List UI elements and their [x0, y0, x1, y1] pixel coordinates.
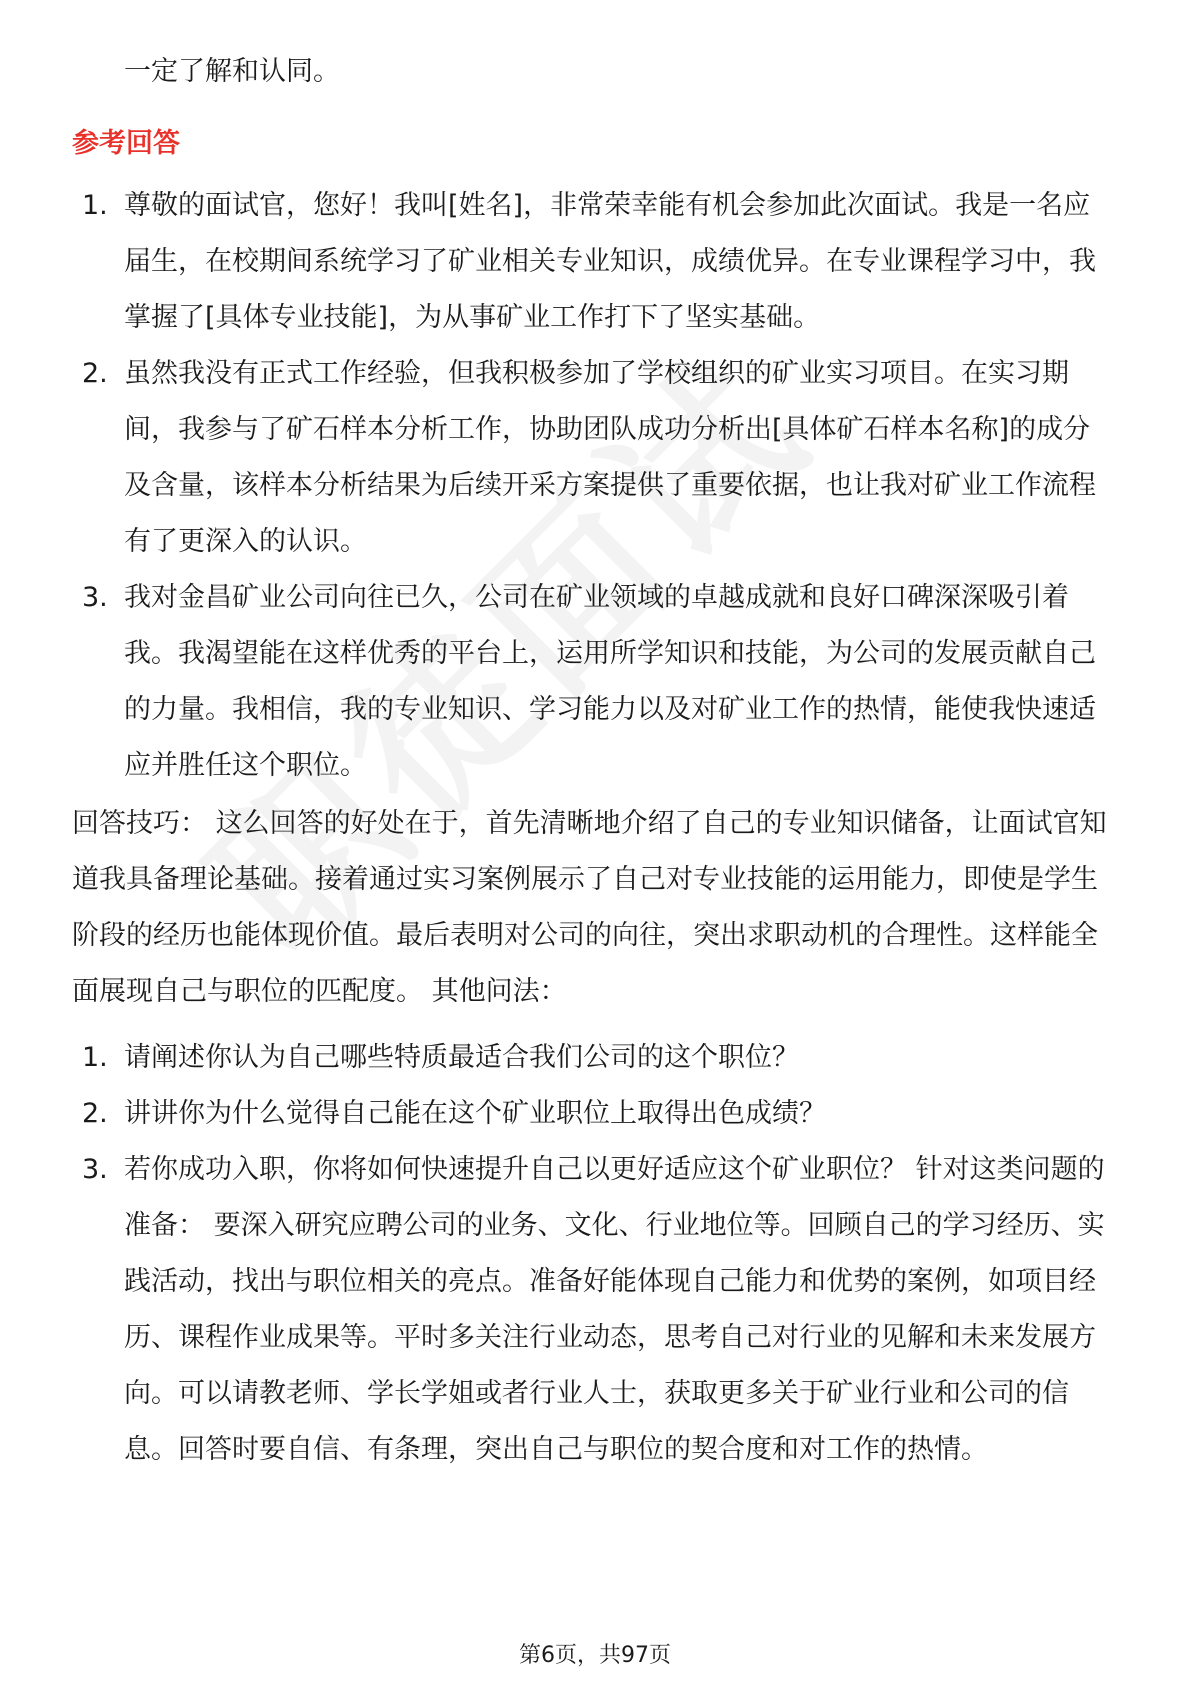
other-questions-list	[72, 1030, 1112, 1478]
answer-list	[72, 178, 1112, 794]
list-item-text: 讲讲你为什么觉得自己能在这个矿业职位上取得出色成绩？	[124, 1098, 826, 1129]
list-number: 3.	[82, 582, 108, 613]
list-number: 3.	[82, 1154, 108, 1185]
list-item-text: 请阐述你认为自己哪些特质最适合我们公司的这个职位？	[124, 1042, 799, 1073]
section-title-reference-answer: 参考回答	[72, 128, 180, 159]
list-item-text: 我对金昌矿业公司向往已久，公司在矿业领域的卓越成就和良好口碑深深吸引着我。我渴望能在这样优秀的平台上，运用所学知识和技能，为公司的发展贡献自己的力量。我相信，我的专业知识、学习能力以及对矿业工作的热情，能使我快速适应并胜任这个职位。	[124, 582, 1096, 781]
list-number: 1.	[82, 190, 108, 221]
list-item	[72, 1142, 1112, 1478]
answer-tips-paragraph: 回答技巧： 这么回答的好处在于，首先清晰地介绍了自己的专业知识储备，让面试官知道我具备理论基础。接着通过实习案例展示了自己对专业技能的运用能力，即使是学生阶段的经历也能体现价值。最后表明对公司的向往，突出求职动机的合理性。这样能全面展现自己与职位的匹配度。 其他问法：	[72, 808, 1107, 1007]
list-item	[72, 178, 1112, 346]
page-footer: 第6页，共97页	[519, 1643, 671, 1668]
list-item-text: 尊敬的面试官，您好！我叫[姓名]，非常荣幸能有机会参加此次面试。我是一名应届生，在校期间系统学习了矿业相关专业知识，成绩优异。在专业课程学习中，我掌握了[具体专业技能]，为从事矿业工作打下了坚实基础。	[124, 190, 1096, 333]
list-item-text: 若你成功入职，你将如何快速提升自己以更好适应这个矿业职位？ 针对这类问题的准备： 要深入研究应聘公司的业务、文化、行业地位等。回顾自己的学习经历、实践活动，找出与职位相关的亮点。准备好能体现自己能力和优势的案例，如项目经历、课程作业成果等。平时多关注行业动态，思考自己对行业的见解和未来发展方向。可以请教老师、学长学姐或者行业人士，获取更多关于矿业行业和公司的信息。回答时要自信、有条理，突出自己与职位的契合度和对工作的热情。	[124, 1154, 1105, 1465]
list-number: 2.	[82, 358, 108, 389]
list-item-text: 虽然我没有正式工作经验，但我积极参加了学校组织的矿业实习项目。在实习期间，我参与了矿石样本分析工作，协助团队成功分析出[具体矿石样本名称]的成分及含量，该样本分析结果为后续开采方案提供了重要依据，也让我对矿业工作流程有了更深入的认识。	[124, 358, 1096, 557]
list-item	[72, 1086, 1112, 1142]
list-number: 2.	[82, 1098, 108, 1129]
continuation-text: 一定了解和认同。	[124, 56, 340, 87]
list-item	[72, 570, 1112, 794]
list-number: 1.	[82, 1042, 108, 1073]
list-item	[72, 346, 1112, 570]
list-item	[72, 1030, 1112, 1086]
